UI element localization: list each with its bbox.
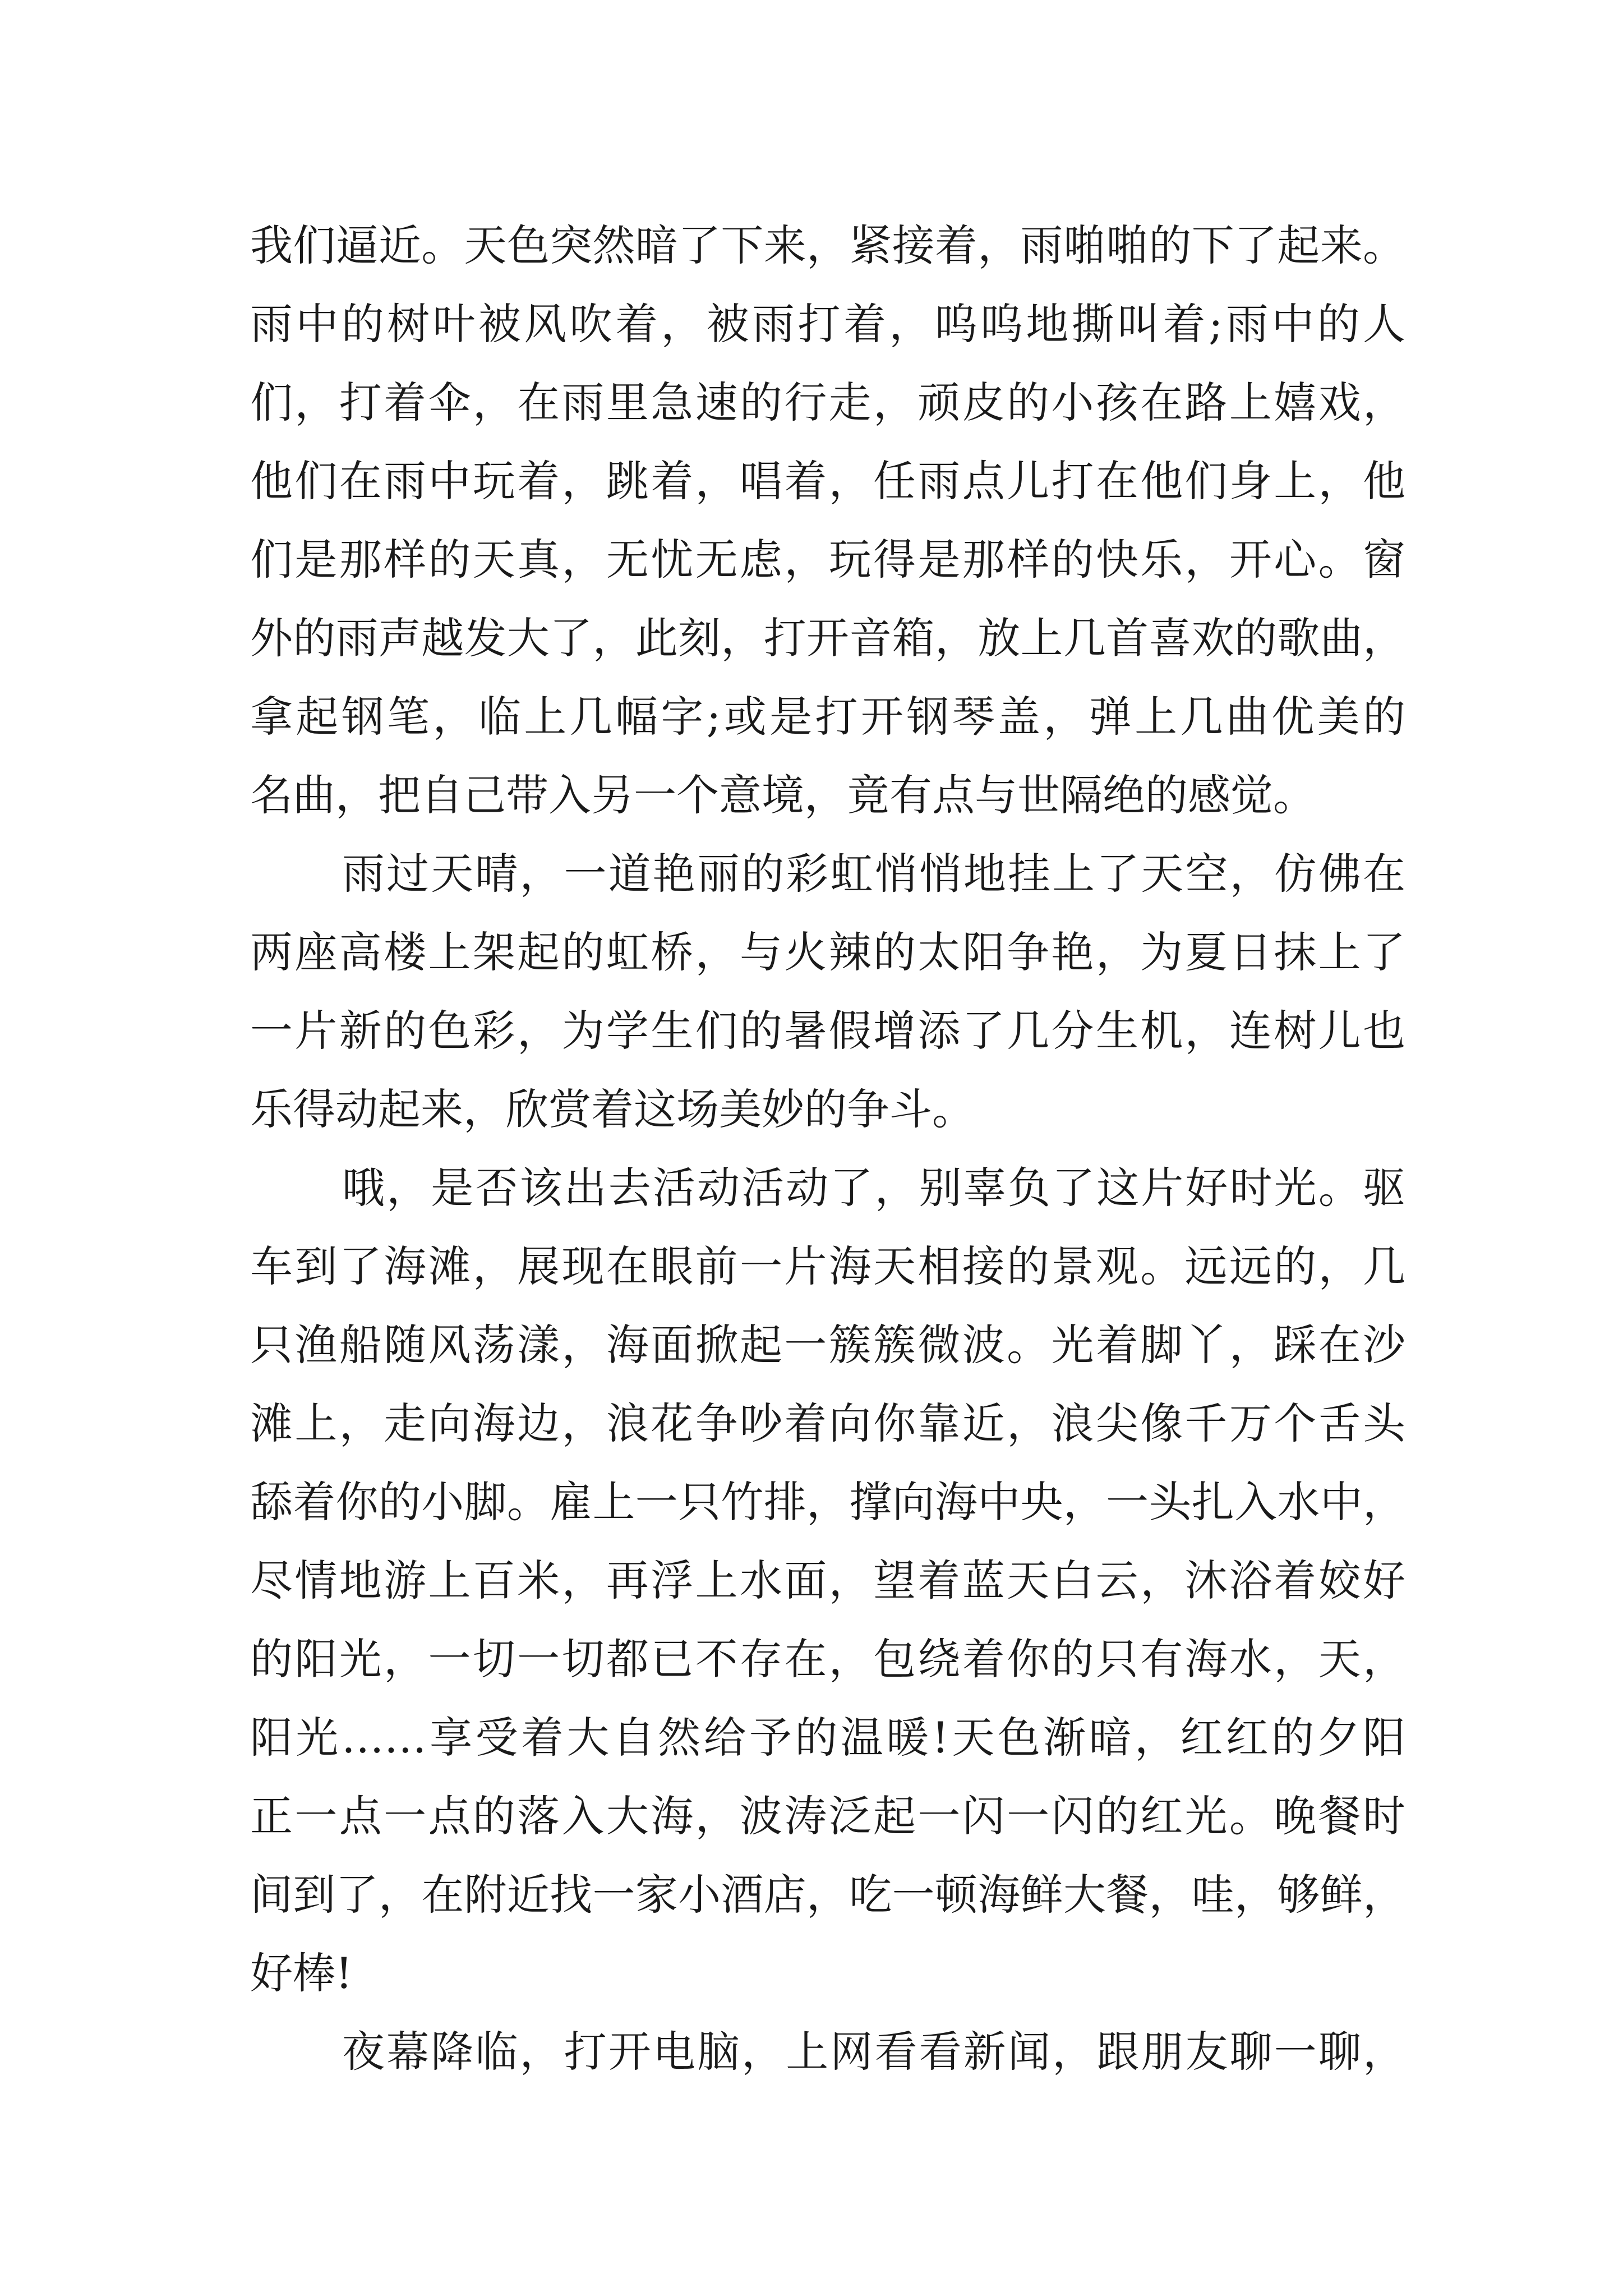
paragraph-first-line: 雨过天晴，一道艳丽的彩虹悄悄地挂上了天空，仿佛在 (342, 849, 1405, 899)
text-line: 乐得动起来，欣赏着这场美妙的争斗。 (250, 1084, 975, 1134)
text-line: 间到了，在附近找一家小酒店，吃一顿海鲜大餐，哇，够鲜， (250, 1870, 1405, 1920)
text-line: 车到了海滩，展现在眼前一片海天相接的景观。远远的，几 (250, 1241, 1405, 1291)
text-line: 外的雨声越发大了，此刻，打开音箱，放上几首喜欢的歌曲， (250, 613, 1405, 663)
text-line: 他们在雨中玩着，跳着，唱着，任雨点儿打在他们身上，他 (250, 456, 1405, 506)
text-line: 尽情地游上百米，再浮上水面，望着蓝天白云，沐浴着姣好 (250, 1556, 1405, 1605)
text-line: 名曲，把自己带入另一个意境，竟有点与世隔绝的感觉。 (250, 770, 1316, 820)
text-line: 好棒! (250, 1948, 353, 1998)
paragraph-first-line: 哦，是否该出去活动活动了，别辜负了这片好时光。驱 (342, 1163, 1405, 1213)
text-line: 两座高楼上架起的虹桥，与火辣的太阳争艳，为夏日抹上了 (250, 927, 1405, 977)
text-line: 滩上，走向海边，浪花争吵着向你靠近，浪尖像千万个舌头 (250, 1398, 1405, 1448)
text-line: 一片新的色彩，为学生们的暑假增添了几分生机，连树儿也 (250, 1006, 1405, 1056)
text-line: 们是那样的天真，无忧无虑，玩得是那样的快乐，开心。窗 (250, 535, 1405, 585)
text-line: 的阳光，一切一切都已不存在，包绕着你的只有海水，天， (250, 1634, 1405, 1684)
text-line: 阳光……享受着大自然给予的温暖!天色渐暗，红红的夕阳 (250, 1713, 1405, 1763)
paragraph-first-line: 夜幕降临，打开电脑，上网看看新闻，跟朋友聊一聊， (342, 2027, 1405, 2077)
text-line: 舔着你的小脚。雇上一只竹排，撑向海中央，一头扎入水中， (250, 1477, 1405, 1527)
text-line: 我们逼近。天色突然暗了下来，紧接着，雨啪啪的下了起来。 (250, 220, 1405, 270)
text-line: 只渔船随风荡漾，海面掀起一簇簇微波。光着脚丫，踩在沙 (250, 1320, 1405, 1370)
text-line: 正一点一点的落入大海，波涛泛起一闪一闪的红光。晚餐时 (250, 1791, 1405, 1841)
text-line: 雨中的树叶被风吹着，被雨打着，呜呜地撕叫着;雨中的人 (250, 299, 1405, 349)
text-line: 拿起钢笔，临上几幅字;或是打开钢琴盖，弹上几曲优美的 (250, 692, 1405, 742)
text-line: 们，打着伞，在雨里急速的行走，顽皮的小孩在路上嬉戏， (250, 378, 1405, 427)
